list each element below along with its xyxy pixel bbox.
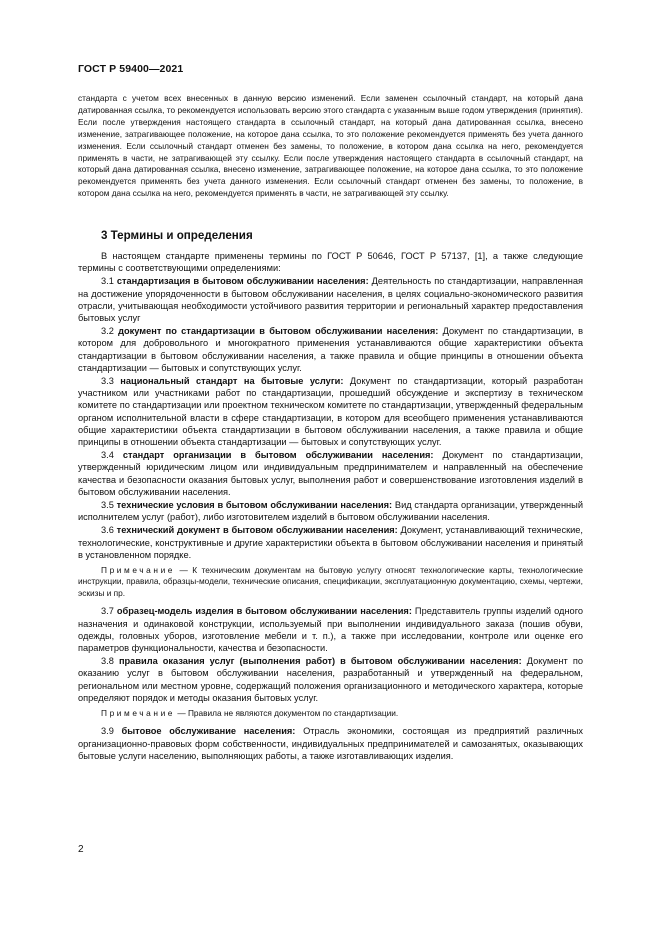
page-header: ГОСТ Р 59400—2021 <box>78 63 184 75</box>
term-name: образец-модель изделия в бытовом обслуживании населения: <box>116 606 412 617</box>
note-label: Примечание <box>101 565 176 576</box>
term-entry <box>78 605 583 654</box>
term-number: 3.2 <box>101 326 114 337</box>
term-number: 3.4 <box>101 450 114 461</box>
term-definition: Документ по стандартизации, в котором для добровольного и многократного применения устанавливаются общие характеристики объекта стандартизации в бытовом обслуживании населения, а также правила и общие принципы в отношении объекта стандартизации — бытовых и сопутствующих услуг. <box>78 326 583 373</box>
term-definition: Документ по стандартизации, который разработан участником или участниками работ по стандартизации, прошедший обсуждение и экспертизу в техническом комитете по стандартизации или проектном техническом комитете по стандартизации, утвержденный федеральным органом исполнительной власти в сфере стандартизации, в котором для всеобщего применения устанавливаются общие характеристики объекта стандартизации в бытовом обслуживании населения, а также правила и общие принципы в отношении объекта стандартизации — бытовых и сопутствующих услуг. <box>78 376 583 448</box>
term-name: документ по стандартизации в бытовом обслуживании населения: <box>118 326 439 337</box>
term-name: правила оказания услуг (выполнения работ) в бытовом обслуживании населения: <box>118 656 522 667</box>
section-body <box>78 250 583 763</box>
term-entry <box>78 499 583 523</box>
term-entry <box>78 655 583 704</box>
term-number: 3.7 <box>101 606 114 617</box>
term-name: бытовое обслуживание населения: <box>121 726 296 737</box>
term-entry <box>78 325 583 374</box>
term-definition: Деятельность по стандартизации, направленная на достижение упорядоченности в бытовом обслуживании населения, в целях социально-экономического развития отрасли, учитывающая необходимости устойчивого развития территории и региональный характер предоставления бытовых услуг <box>78 276 583 324</box>
term-number: 3.1 <box>101 276 114 287</box>
term-number: 3.5 <box>101 500 114 511</box>
note-text: — Правила не являются документом по стандартизации. <box>177 707 399 718</box>
term-entry <box>78 725 583 762</box>
section-title: 3 Термины и определения <box>101 229 253 242</box>
term-name: национальный стандарт на бытовые услуги: <box>120 376 344 387</box>
term-definition: Представитель группы изделий одного назначения и одинаковой конструкции, используемый при выполнении индивидуального заказа (пошив обуви, одежды, головных уборов, изготовление мебели и т. п.), а также при исследовании, контроле или оценке его параметров функциональности, качества и безопасности. <box>78 606 584 653</box>
term-definition: Документ по стандартизации, утвержденный юридическим лицом или индивидуальным предпринимателем и направленный на обеспечение качества и безопасности оказания бытовых услуг, выполнения работ и совершенствование изготовления изделий в бытовом обслуживании населения. <box>78 450 584 497</box>
note <box>78 565 583 599</box>
term-entry <box>78 375 583 448</box>
intro-paragraph: стандарта с учетом всех внесенных в данную версию изменений. Если заменен ссылочный стандарт, на который дана датированная ссылка, то рекомендуется использовать версию этого стандарта с указанным выше годом утверждения (принятия). Если после утверждения настоящего стандарта в ссылочный стандарт, на который дана датированная ссылка, внесено изменение, затрагивающее положение, на которое дана ссылка, то это положение рекомендуется применять без учета данного изменения. Если ссылочный стандарт отменен без замены, то положение, в котором дана ссылка на него, рекомендуется применять в части, не затрагивающей эту ссылку. Если после утверждения настоящего стандарта в ссылочный стандарт, на который дана датированная ссылка, внесено изменение, затрагивающее положение, на которое дана ссылка, то это положение рекомендуется применять без учета данного изменения. Если ссылочный стандарт отменен без замены, то положение, в котором дана ссылка на него, рекомендуется применять в части, не затрагивающей эту ссылку. <box>78 93 583 199</box>
term-number: 3.9 <box>101 726 114 737</box>
term-entry <box>78 524 583 561</box>
note-label: Примечание <box>101 707 176 718</box>
term-name: стандартизация в бытовом обслуживании населения: <box>116 276 369 287</box>
term-definition: Вид стандарта организации, утвержденный исполнителем услуг (работ), либо изготовителем изделий в бытовом обслуживании населения. <box>78 500 583 523</box>
term-entry <box>78 275 583 324</box>
section-lead: В настоящем стандарте применены термины по ГОСТ Р 50646, ГОСТ Р 57137, [1], а также следующие термины с соответствующими определениями: <box>78 251 583 274</box>
term-definition: Документ по оказанию услуг в бытовом обслуживании населения, разработанный и утвержденный на федеральном, региональном или местном уровне, содержащий положения организационного и методического характера, которые определяют порядок и методы оказания бытовых услуг. <box>78 656 583 703</box>
term-number: 3.8 <box>101 656 114 667</box>
term-definition: Отрасль экономики, состоящая из предприятий различных организационно-правовых форм собственности, индивидуальных предпринимателей и самозанятых, оказывающих бытовые услуги населению, выполняющих работы, а также изготавливающих изделия. <box>78 726 584 761</box>
term-name: стандарт организации в бытовом обслуживании населения: <box>122 450 434 461</box>
term-number: 3.3 <box>101 376 114 387</box>
term-number: 3.6 <box>101 525 114 536</box>
term-entry <box>78 449 583 498</box>
term-name: технический документ в бытовом обслуживании населения: <box>116 525 398 536</box>
note <box>78 708 583 719</box>
term-definition: Документ, устанавливающий технические, технологические, конструктивные и другие характеристики объекта в бытовом обслуживании населения и принятый в установленном порядке. <box>78 525 583 560</box>
page-number: 2 <box>78 844 84 855</box>
note-text: — К техническим документам на бытовую услугу относят технологические карты, технологические инструкции, правила, образцы-модели, технические описания, спецификации, эксплуатационную документацию, схемы, чертежи, эскизы и пр. <box>78 565 584 598</box>
term-name: технические условия в бытовом обслуживании населения: <box>116 500 393 511</box>
